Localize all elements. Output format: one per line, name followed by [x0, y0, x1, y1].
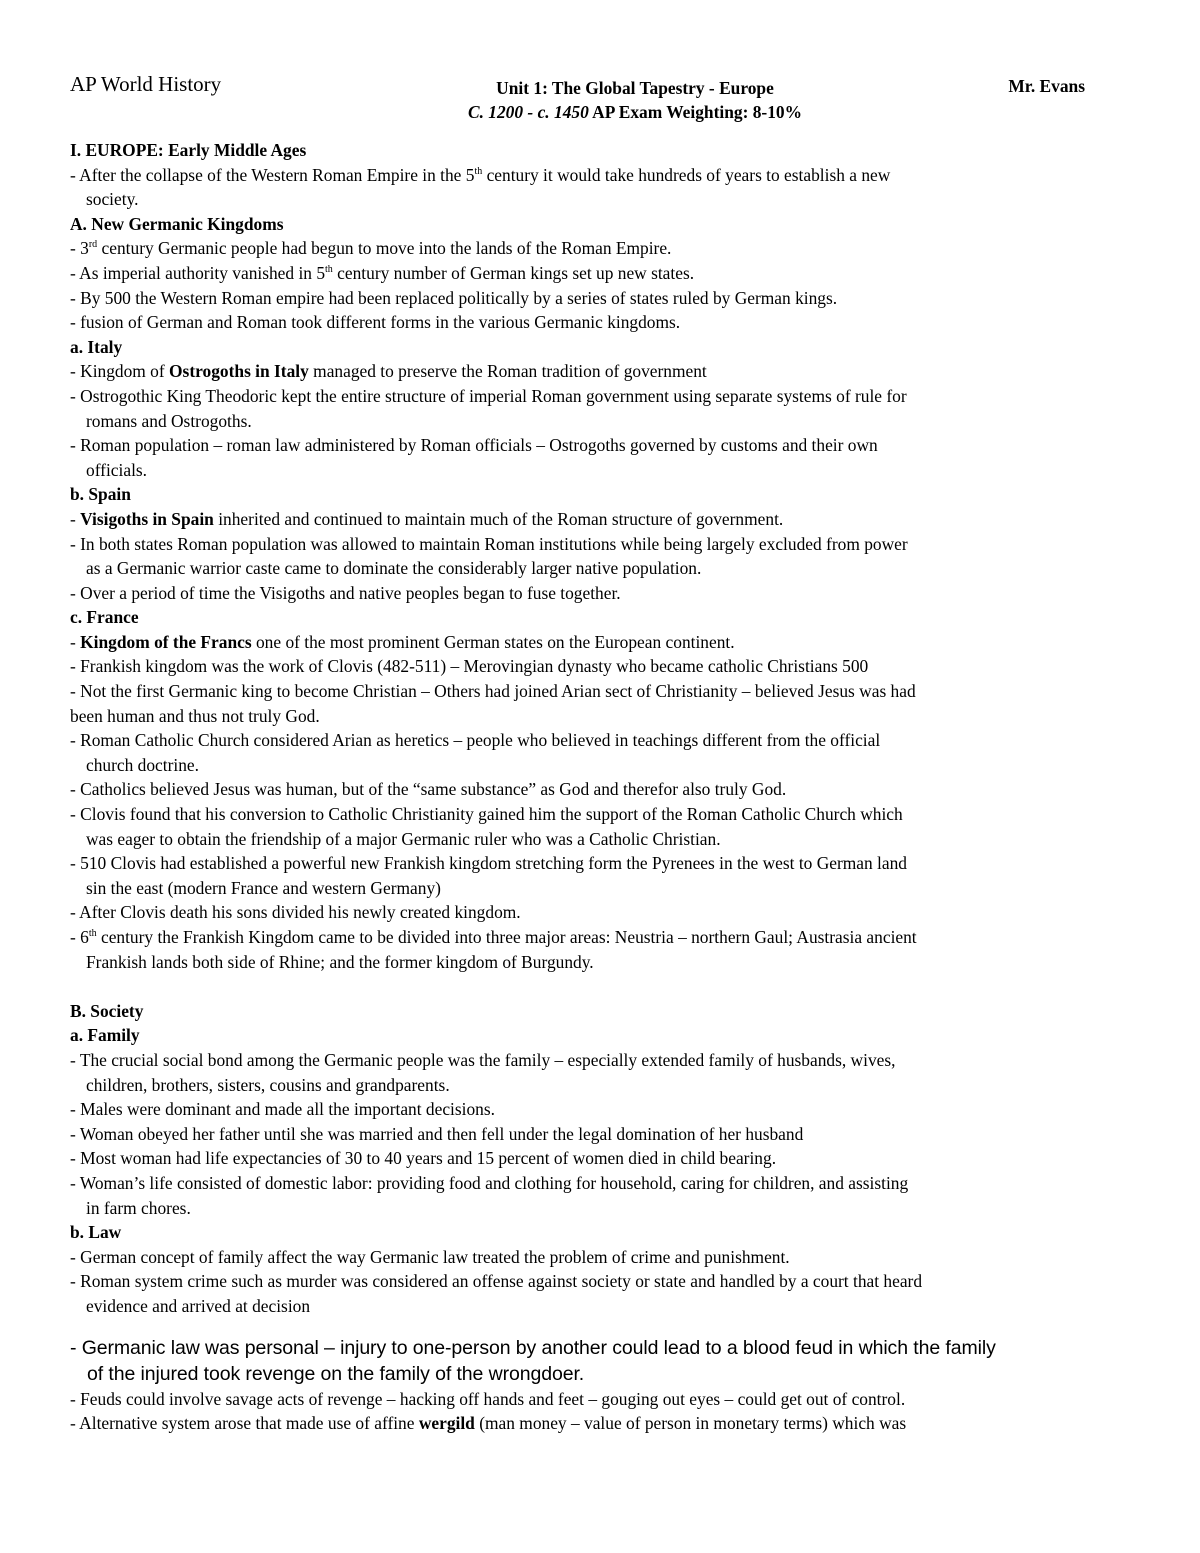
bullet: - Catholics believed Jesus was human, but of the “same substance” as God and therefor also truly God. — [70, 779, 787, 800]
topic-heading: b. Law — [70, 1222, 122, 1243]
bullet: - Roman system crime such as murder was considered an offense against society or state and handled by a court that heard — [70, 1271, 923, 1292]
spacer — [70, 974, 1150, 999]
bullet-continuation: church doctrine. — [86, 754, 199, 775]
bullet-continuation: been human and thus not truly God. — [70, 705, 320, 726]
bullet: - Roman population – roman law administered by Roman officials – Ostrogoths governed by customs and their own — [70, 435, 878, 456]
bullet-continuation: Frankish lands both side of Rhine; and the former kingdom of Burgundy. — [86, 951, 594, 972]
unit-heading — [445, 76, 825, 124]
section-heading: I. EUROPE: Early Middle Ages — [70, 140, 307, 160]
bullet-continuation: in farm chores. — [86, 1197, 191, 1218]
bullet: - Clovis found that his conversion to Catholic Christianity gained him the support of the Roman Catholic Church which — [70, 804, 903, 825]
bullet: - The crucial social bond among the Germanic people was the family – especially extended family of husbands, wives, — [70, 1049, 896, 1070]
exam-weighting: AP Exam Weighting: 8-10% — [588, 102, 802, 122]
bullet: - Most woman had life expectancies of 30 to 40 years and 15 percent of women died in child bearing. — [70, 1148, 777, 1169]
bullet: - After the collapse of the Western Roman Empire in the 5th century it would take hundreds of years to establish a new — [70, 164, 891, 185]
bullet-continuation: society. — [86, 189, 139, 210]
bullet-continuation: evidence and arrived at decision — [86, 1295, 311, 1316]
course-title: AP World History — [70, 72, 222, 96]
period-line — [445, 100, 825, 124]
bullet: - By 500 the Western Roman empire had been replaced politically by a series of states ruled by German kings. — [70, 287, 838, 308]
bullet: - Not the first Germanic king to become Christian – Others had joined Arian sect of Christianity – believed Jesus was had — [70, 681, 916, 702]
bullet: - German concept of family affect the way Germanic law treated the problem of crime and punishment. — [70, 1246, 790, 1267]
bullet: - In both states Roman population was allowed to maintain Roman institutions while being largely excluded from power — [70, 533, 908, 554]
bullet: - Kingdom of the Francs one of the most prominent German states on the European continent. — [70, 631, 735, 652]
bullet-continuation: was eager to obtain the friendship of a major Germanic ruler who was a Catholic Christian. — [86, 828, 721, 849]
topic-heading: c. France — [70, 607, 139, 628]
bullet-continuation: as a Germanic warrior caste came to dominate the considerably larger native population. — [86, 558, 702, 579]
bullet: - Kingdom of Ostrogoths in Italy managed to preserve the Roman tradition of government — [70, 361, 707, 382]
teacher-name: Mr. Evans — [1008, 76, 1085, 96]
bullet: - 3rd century Germanic people had begun to move into the lands of the Roman Empire. — [70, 238, 672, 259]
bullet: - As imperial authority vanished in 5th century number of German kings set up new states. — [70, 262, 695, 283]
period-start: C. 1200 — [468, 102, 524, 122]
subsection-heading: A. New Germanic Kingdoms — [70, 213, 284, 234]
bullet: - Roman Catholic Church considered Arian as heretics – people who believed in teachings different from the official — [70, 730, 881, 751]
bullet-continuation: children, brothers, sisters, cousins and grandparents. — [86, 1074, 450, 1095]
subsection-heading: B. Society — [70, 1000, 144, 1021]
bullet: - Alternative system arose that made use of affine wergild (man money – value of person in monetary terms) which was — [70, 1413, 907, 1434]
bullet-continuation: officials. — [86, 459, 148, 480]
bullet: - 510 Clovis had established a powerful new Frankish kingdom stretching form the Pyrenees in the west to German land — [70, 853, 907, 874]
bullet-continuation: of the injured took revenge on the family of the wrongdoer. — [87, 1362, 585, 1385]
document-page — [70, 72, 1150, 1436]
bullet: - Frankish kingdom was the work of Clovis (482-511) – Merovingian dynasty who became catholic Christians 500 — [70, 656, 869, 677]
period-end: c. 1450 — [537, 102, 589, 122]
bullet: - 6th century the Frankish Kingdom came to be divided into three major areas: Neustria – northern Gaul; Austrasia ancient — [70, 927, 917, 947]
bullet: - Visigoths in Spain inherited and continued to maintain much of the Roman structure of government. — [70, 508, 784, 529]
bullet: - Woman’s life consisted of domestic labor: providing food and clothing for household, caring for children, and assisting — [70, 1172, 909, 1193]
bullet-continuation: sin the east (modern France and western Germany) — [86, 877, 441, 898]
notes-body — [70, 138, 1150, 1436]
bullet: - Woman obeyed her father until she was married and then fell under the legal domination of her husband — [70, 1123, 804, 1144]
unit-title: Unit 1: The Global Tapestry - Europe — [496, 78, 774, 98]
spacer — [70, 1319, 1150, 1335]
bullet: - fusion of German and Roman took different forms in the various Germanic kingdoms. — [70, 312, 681, 333]
topic-heading: a. Italy — [70, 336, 123, 357]
bullet: - Males were dominant and made all the important decisions. — [70, 1099, 495, 1120]
period-separator: - — [523, 102, 538, 122]
topic-heading: b. Spain — [70, 484, 131, 505]
bullet-continuation: romans and Ostrogoths. — [86, 410, 252, 431]
page-header — [70, 72, 1150, 124]
bullet: - Germanic law was personal – injury to one-person by another could lead to a blood feud in which the family — [70, 1336, 996, 1359]
bullet: - After Clovis death his sons divided his newly created kingdom. — [70, 902, 521, 923]
bullet: - Ostrogothic King Theodoric kept the entire structure of imperial Roman government using separate systems of rule for — [70, 385, 907, 406]
topic-heading: a. Family — [70, 1025, 140, 1046]
bullet: - Over a period of time the Visigoths and native peoples began to fuse together. — [70, 582, 621, 603]
bullet: - Feuds could involve savage acts of revenge – hacking off hands and feet – gouging out eyes – could get out of control. — [70, 1388, 906, 1409]
